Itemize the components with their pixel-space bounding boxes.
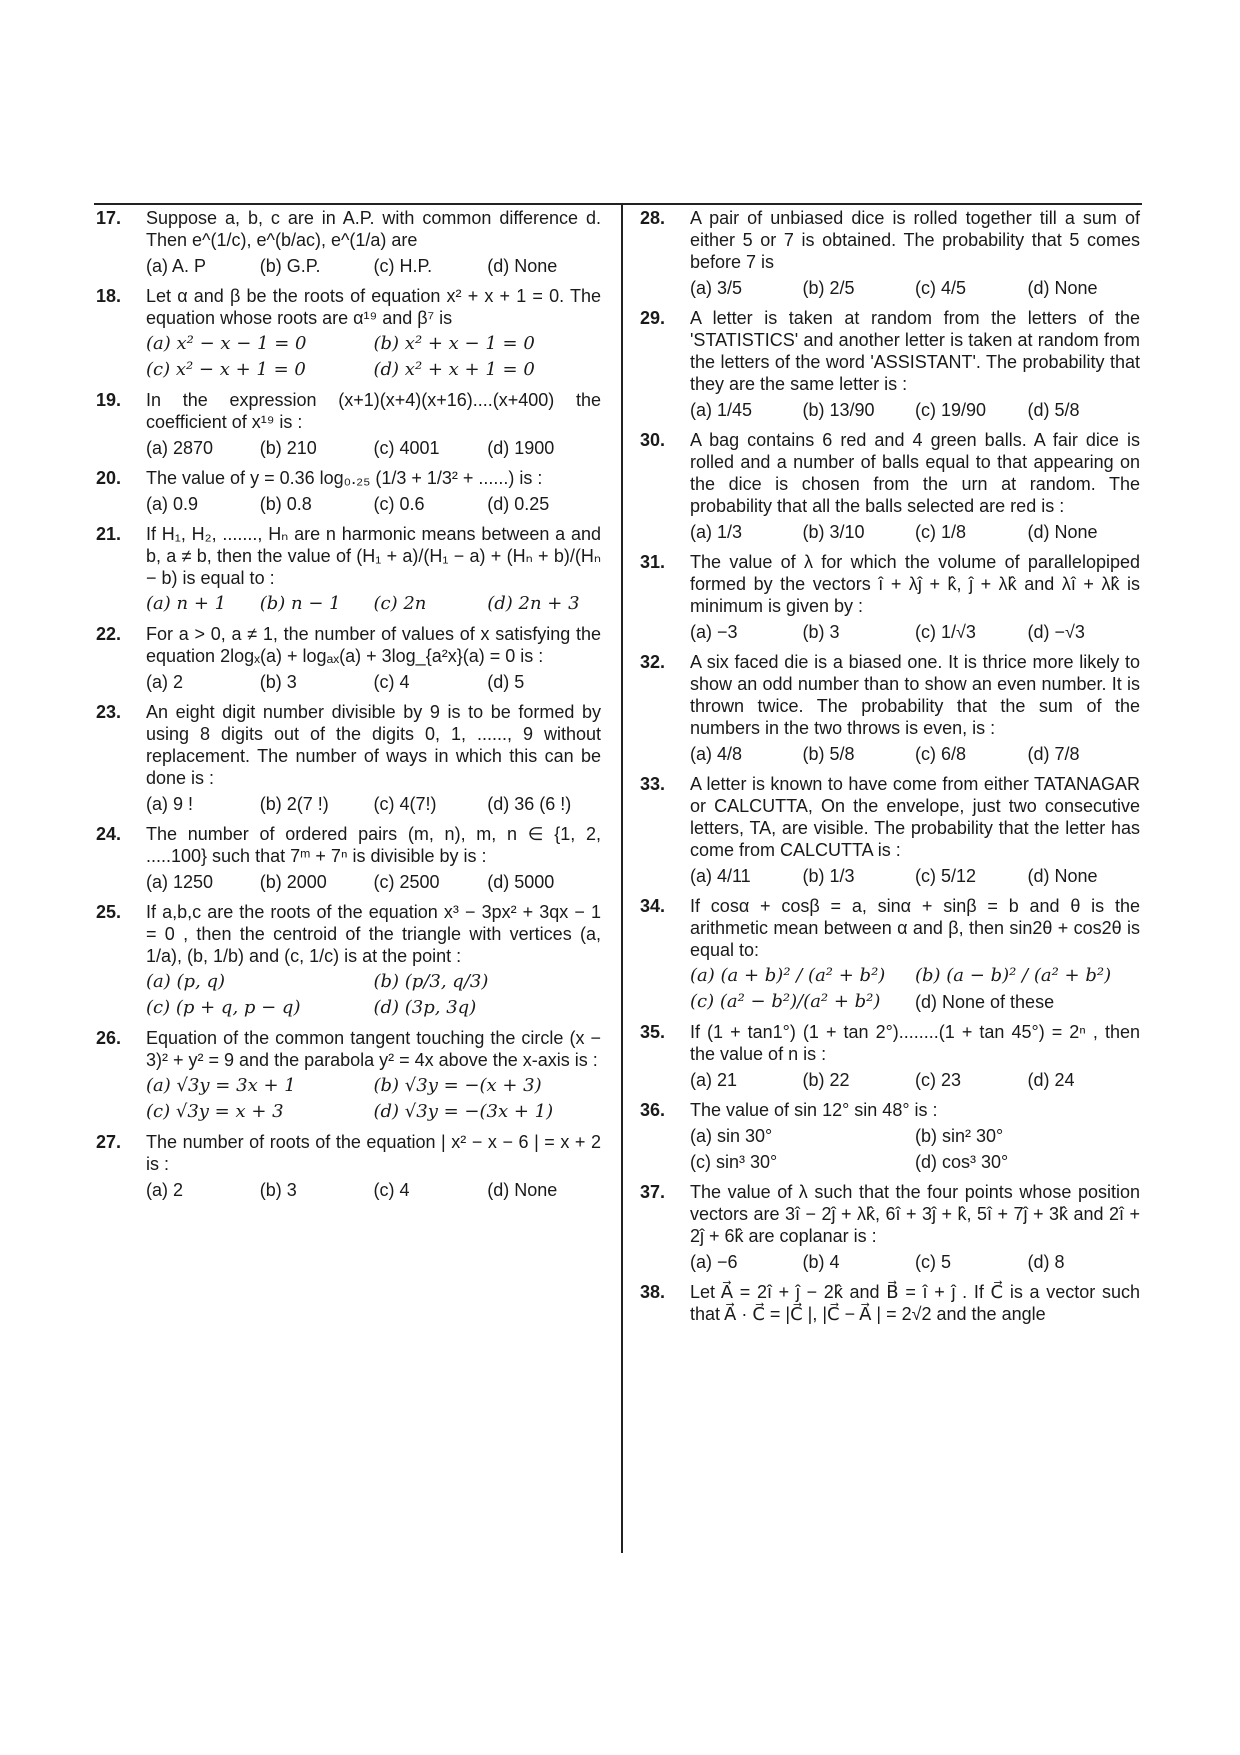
question-number: 32. — [640, 652, 666, 672]
question-text: Let A⃗ = 2î + ĵ − 2k̂ and B⃗ = î + ĵ . If C⃗ is a vector such that A⃗ · C⃗ = |C⃗ |, |C⃗ − A⃗ | = 2√2 and the angle — [690, 1282, 1140, 1324]
option-a: (a) (p, q) — [146, 971, 226, 992]
option-d: (d) 24 — [1027, 1070, 1075, 1090]
option-b: (b) 210 — [259, 438, 317, 458]
option-c: (c) 5/12 — [915, 866, 977, 886]
left-column — [96, 207, 601, 1203]
option-b: (b) 0.8 — [259, 494, 312, 514]
question-number: 22. — [96, 624, 122, 644]
question-text: The value of sin 12° sin 48° is : — [690, 1100, 938, 1120]
question-text: The number of ordered pairs (m, n), m, n ∈ {1, 2, .....100} such that 7ᵐ + 7ⁿ is divisible by is : — [146, 824, 601, 866]
option-d: (d) None — [487, 1180, 558, 1200]
option-c: (c) (a² − b²)/(a² + b²) — [690, 991, 881, 1012]
question-number: 35. — [640, 1022, 666, 1042]
option-c: (c) 4 — [373, 672, 410, 692]
option-a: (a) (a + b)² / (a² + b²) — [690, 965, 886, 986]
option-b: (b) sin² 30° — [915, 1126, 1004, 1146]
option-a: (a) 1250 — [146, 872, 214, 892]
option-b: (b) 1/3 — [802, 866, 855, 886]
option-a: (a) 9 ! — [146, 794, 194, 814]
option-d: (d) 7/8 — [1027, 744, 1080, 764]
question-text: Equation of the common tangent touching the circle (x − 3)² + y² = 9 and the parabola y² = 4x above the x-axis is : — [146, 1028, 601, 1070]
option-b: (b) G.P. — [259, 256, 321, 276]
question-text: The value of λ such that the four points whose position vectors are 3î − 2ĵ + λk̂, 6î + 3ĵ + k̂, 5î + 7ĵ + 3k̂ and 2î + 2ĵ + 6k̂ are coplanar is : — [690, 1182, 1140, 1246]
question-20 — [96, 467, 601, 517]
question-31 — [640, 551, 1140, 645]
option-b: (b) 2(7 !) — [259, 794, 329, 814]
question-text: A bag contains 6 red and 4 green balls. A fair dice is rolled and a number of balls equal to that appearing on the dice is chosen from the urn at random. The probability that all the balls selected are red is : — [690, 430, 1140, 516]
option-b: (b) n − 1 — [259, 593, 341, 614]
question-number: 19. — [96, 390, 122, 410]
question-text: A pair of unbiased dice is rolled together till a sum of either 5 or 7 is obtained. The probability that 5 comes before 7 is — [690, 208, 1140, 272]
question-number: 27. — [96, 1132, 122, 1152]
question-text: The number of roots of the equation | x² − x − 6 | = x + 2 is : — [146, 1132, 601, 1174]
question-18 — [96, 285, 601, 383]
question-number: 26. — [96, 1028, 122, 1048]
option-d: (d) 1900 — [487, 438, 555, 458]
question-32 — [640, 651, 1140, 767]
option-d: (d) 5000 — [487, 872, 555, 892]
option-a: (a) x² − x − 1 = 0 — [146, 333, 307, 354]
question-34 — [640, 895, 1140, 1015]
option-b: (b) 2/5 — [802, 278, 855, 298]
question-28 — [640, 207, 1140, 301]
option-d: (d) (3p, 3q) — [373, 997, 477, 1018]
option-b: (b) 4 — [802, 1252, 840, 1272]
option-b: (b) 3 — [259, 1180, 297, 1200]
option-c: (c) 4001 — [373, 438, 440, 458]
option-c: (c) √3y = x + 3 — [146, 1101, 284, 1122]
right-column — [640, 207, 1140, 1325]
question-text: If H₁, H₂, ......., Hₙ are n harmonic means between a and b, a ≠ b, then the value of (H₁ + a)/(H₁ − a) + (Hₙ + b)/(Hₙ − b) is equal to : — [146, 524, 601, 588]
question-text: In the expression (x+1)(x+4)(x+16)....(x+400) the coefficient of x¹⁹ is : — [146, 390, 601, 432]
option-a: (a) 2 — [146, 672, 184, 692]
option-c: (c) 5 — [915, 1252, 951, 1272]
option-d: (d) None — [487, 256, 558, 276]
option-c: (c) 19/90 — [915, 400, 987, 420]
question-text: An eight digit number divisible by 9 is to be formed by using 8 digits out of the digits 0, 1, ......, 9 without replacement. The number of ways in which this can be done is : — [146, 702, 601, 788]
question-number: 18. — [96, 286, 122, 306]
option-d: (d) 2n + 3 — [487, 593, 580, 614]
question-text: Suppose a, b, c are in A.P. with common difference d. Then e^(1/c), e^(b/ac), e^(1/a) are — [146, 208, 601, 250]
option-a: (a) 2 — [146, 1180, 184, 1200]
option-b: (b) x² + x − 1 = 0 — [373, 333, 535, 354]
question-number: 37. — [640, 1182, 666, 1202]
option-c: (c) x² − x + 1 = 0 — [146, 359, 306, 380]
option-a: (a) 1/45 — [690, 400, 753, 420]
question-25 — [96, 901, 601, 1021]
option-a: (a) −6 — [690, 1252, 738, 1272]
question-text: For a > 0, a ≠ 1, the number of values of x satisfying the equation 2logₓ(a) + logₐₓ(a) + 3log_{a²x}(a) = 0 is : — [146, 624, 601, 666]
question-17 — [96, 207, 601, 279]
option-a: (a) A. P — [146, 256, 207, 276]
option-a: (a) 4/8 — [690, 744, 743, 764]
option-b: (b) (p/3, q/3) — [373, 971, 489, 992]
option-c: (c) 0.6 — [373, 494, 425, 514]
question-text: If cosα + cosβ = a, sinα + sinβ = b and θ is the arithmetic mean between α and β, then sin2θ + cos2θ is equal to: — [690, 896, 1140, 960]
question-35 — [640, 1021, 1140, 1093]
option-a: (a) sin 30° — [690, 1126, 773, 1146]
question-text: Let α and β be the roots of equation x² + x + 1 = 0. The equation whose roots are α¹⁹ and β⁷ is — [146, 286, 601, 328]
question-number: 34. — [640, 896, 666, 916]
option-d: (d) 0.25 — [487, 494, 550, 514]
question-text: A letter is taken at random from the letters of the 'STATISTICS' and another letter is taken at random from the letters of the word 'ASSISTANT'. The probability that they are the same letter is : — [690, 308, 1140, 394]
question-text: If a,b,c are the roots of the equation x³ − 3px² + 3qx − 1 = 0 , then the centroid of the triangle with vertices (a, 1/a), (b, 1/b) and (c, 1/c) is at the point : — [146, 902, 601, 966]
option-b: (b) 3 — [802, 622, 840, 642]
question-number: 33. — [640, 774, 666, 794]
option-c: (c) 4(7!) — [373, 794, 437, 814]
option-c: (c) 4/5 — [915, 278, 967, 298]
option-d: (d) 5 — [487, 672, 525, 692]
option-d: (d) 5/8 — [1027, 400, 1080, 420]
question-text: The value of y = 0.36 log₀.₂₅ (1/3 + 1/3² + ......) is : — [146, 468, 543, 488]
question-number: 36. — [640, 1100, 666, 1120]
option-c: (c) 1/8 — [915, 522, 967, 542]
question-23 — [96, 701, 601, 817]
question-number: 38. — [640, 1282, 666, 1302]
option-a: (a) 0.9 — [146, 494, 199, 514]
option-a: (a) 2870 — [146, 438, 214, 458]
option-d: (d) None — [1027, 278, 1098, 298]
question-number: 20. — [96, 468, 122, 488]
option-b: (b) 2000 — [259, 872, 327, 892]
question-21 — [96, 523, 601, 617]
question-number: 28. — [640, 208, 666, 228]
option-b: (b) √3y = −(x + 3) — [373, 1075, 542, 1096]
option-a: (a) √3y = 3x + 1 — [146, 1075, 296, 1096]
question-number: 30. — [640, 430, 666, 450]
option-c: (c) sin³ 30° — [690, 1152, 778, 1172]
question-text: A letter is known to have come from either TATANAGAR or CALCUTTA, On the envelope, just two consecutive letters, TA, are visible. The probability that the letter has come from CALCUTTA is : — [690, 774, 1140, 860]
question-number: 24. — [96, 824, 122, 844]
option-d: (d) √3y = −(3x + 1) — [373, 1101, 554, 1122]
question-30 — [640, 429, 1140, 545]
question-number: 31. — [640, 552, 666, 572]
option-d: (d) 8 — [1027, 1252, 1065, 1272]
question-38 — [640, 1281, 1140, 1325]
question-22 — [96, 623, 601, 695]
option-a: (a) −3 — [690, 622, 738, 642]
option-c: (c) 1/√3 — [915, 622, 976, 642]
option-b: (b) (a − b)² / (a² + b²) — [915, 965, 1112, 986]
option-d: (d) 36 (6 !) — [487, 794, 572, 814]
option-b: (b) 5/8 — [802, 744, 855, 764]
option-d: (d) −√3 — [1027, 622, 1085, 642]
option-c: (c) 4 — [373, 1180, 410, 1200]
question-number: 29. — [640, 308, 666, 328]
question-number: 25. — [96, 902, 122, 922]
question-19 — [96, 389, 601, 461]
option-c: (c) 6/8 — [915, 744, 967, 764]
question-number: 17. — [96, 208, 122, 228]
option-c: (c) 2n — [373, 593, 427, 614]
option-a: (a) n + 1 — [146, 593, 227, 614]
option-c: (c) 2500 — [373, 872, 440, 892]
question-number: 21. — [96, 524, 122, 544]
option-c: (c) (p + q, p − q) — [146, 997, 301, 1018]
question-36 — [640, 1099, 1140, 1175]
option-b: (b) 3 — [259, 672, 297, 692]
option-c: (c) H.P. — [373, 256, 433, 276]
option-d: (d) cos³ 30° — [915, 1152, 1009, 1172]
option-b: (b) 13/90 — [802, 400, 875, 420]
question-number: 23. — [96, 702, 122, 722]
option-d: (d) None — [1027, 522, 1098, 542]
question-text: If (1 + tan1°) (1 + tan 2°)........(1 + tan 45°) = 2ⁿ , then the value of n is : — [690, 1022, 1140, 1064]
option-c: (c) 23 — [915, 1070, 962, 1090]
question-37 — [640, 1181, 1140, 1275]
option-a: (a) 21 — [690, 1070, 738, 1090]
question-text: A six faced die is a biased one. It is thrice more likely to show an odd number than to show an even number. It is thrown twice. The probability that the sum of the numbers in the two throws is even, is : — [690, 652, 1140, 738]
top-rule — [94, 203, 1142, 205]
column-divider — [621, 205, 623, 1553]
question-33 — [640, 773, 1140, 889]
option-d: (d) None — [1027, 866, 1098, 886]
question-26 — [96, 1027, 601, 1125]
option-b: (b) 3/10 — [802, 522, 865, 542]
option-b: (b) 22 — [802, 1070, 850, 1090]
option-a: (a) 1/3 — [690, 522, 743, 542]
option-a: (a) 3/5 — [690, 278, 743, 298]
option-a: (a) 4/11 — [690, 866, 751, 886]
option-d: (d) None of these — [915, 992, 1055, 1012]
question-27 — [96, 1131, 601, 1203]
question-text: The value of λ for which the volume of parallelopiped formed by the vectors î + λĵ + k̂, ĵ + λk̂ and λî + λk̂ is minimum is given by : — [690, 552, 1140, 616]
question-24 — [96, 823, 601, 895]
question-29 — [640, 307, 1140, 423]
option-d: (d) x² + x + 1 = 0 — [373, 359, 535, 380]
